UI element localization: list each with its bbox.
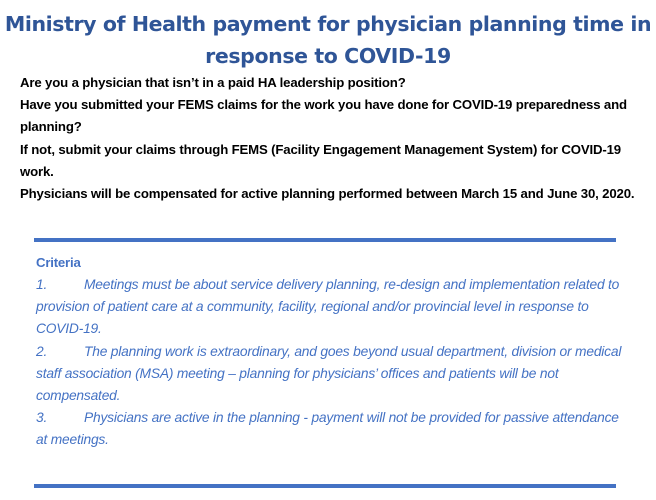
criteria-item-number: 3. <box>36 410 48 426</box>
criteria-item-text: The planning work is extraordinary, and goes beyond usual department, division or medical staff association (MSA) meeting – planning for physicians’ offices and patients will be not compensated. <box>36 343 622 404</box>
intro-compensation-period: Physicians will be compensated for active planning performed between March 15 and June 30, 2020. <box>20 186 635 202</box>
criteria-item-1 <box>36 274 626 341</box>
criteria-item-number: 2. <box>36 343 48 359</box>
bottom-divider <box>34 484 616 488</box>
intro-section <box>20 72 650 205</box>
criteria-heading: Criteria <box>36 255 81 270</box>
page-title <box>0 8 656 72</box>
top-divider <box>34 238 616 242</box>
criteria-item-text: Meetings must be about service delivery planning, re-design and implementation related to provision of patient care at a community, facility, regional and/or provincial level in response to COVID-19. <box>36 277 620 337</box>
intro-question-2: Have you submitted your FEMS claims for the work you have done for COVID-19 preparedness and planning? <box>20 97 627 135</box>
intro-question-1: Are you a physician that isn’t in a paid HA leadership position? <box>20 75 406 90</box>
title-line-1: Ministry of Health payment for physician planning time in <box>4 12 652 36</box>
criteria-item-number: 1. <box>36 277 48 292</box>
criteria-item-3 <box>36 407 626 451</box>
criteria-item-2 <box>36 341 626 408</box>
criteria-section <box>36 252 626 452</box>
criteria-item-text: Physicians are active in the planning - payment will not be provided for passive attendance at meetings. <box>36 410 619 448</box>
title-line-2: response to COVID-19 <box>205 44 451 68</box>
intro-instruction: If not, submit your claims through FEMS (Facility Engagement Management System) for COVID-19 work. <box>20 141 621 179</box>
